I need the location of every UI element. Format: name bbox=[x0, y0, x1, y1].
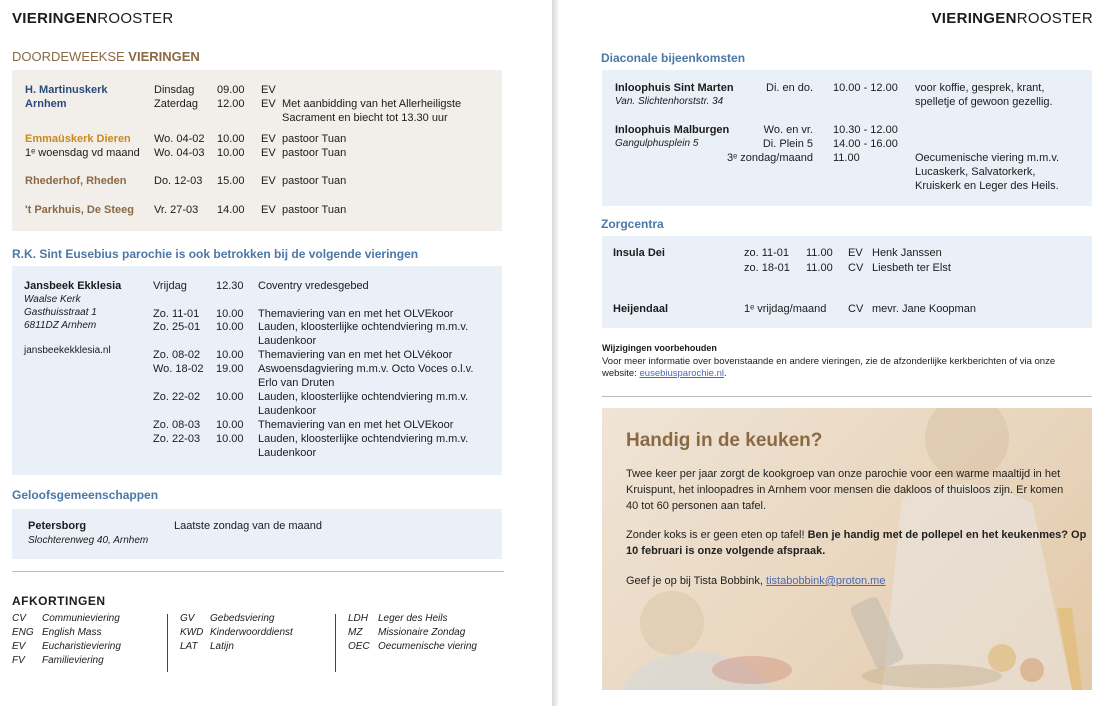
rk-row-time: 10.00 bbox=[216, 391, 244, 403]
abbr-meaning: Communieviering bbox=[42, 613, 120, 624]
left-header: VIERINGENROOSTER bbox=[12, 10, 174, 27]
malburgen-time-3: 11.00 bbox=[833, 152, 860, 164]
geloof-box bbox=[12, 509, 502, 559]
emmaus-type-2: EV bbox=[261, 147, 276, 159]
abbr-row bbox=[348, 640, 508, 654]
rk-row-desc: Laudenkoor bbox=[258, 335, 317, 347]
rk-row-time: 10.00 bbox=[216, 308, 244, 320]
malburgen-desc-1: Oecumenische viering m.m.v. bbox=[915, 152, 1060, 164]
abbr-meaning: Kinderwoorddienst bbox=[210, 627, 293, 638]
abbr-code: LDH bbox=[348, 613, 369, 624]
insula-name: Insula Dei bbox=[613, 247, 665, 259]
parkhuis-type: EV bbox=[261, 204, 276, 216]
marten-desc-2: spelletje of gewoon gezellig. bbox=[915, 96, 1053, 108]
abbr-meaning: Eucharistieviering bbox=[42, 641, 121, 652]
emmaus-sub: 1ᵉ woensdag vd maand bbox=[25, 147, 140, 159]
rk-row-time: 10.00 bbox=[216, 433, 244, 445]
weekday-title: DOORDEWEEKSE VIERINGEN bbox=[12, 49, 200, 64]
email-link[interactable]: tistabobbink@proton.me bbox=[766, 575, 886, 587]
insula-date-2: zo. 18-01 bbox=[744, 262, 790, 274]
martinus-note: Met aanbidding van het Allerheiligste bbox=[282, 98, 462, 110]
rk-row-desc: Coventry vredesgebed bbox=[258, 280, 369, 292]
rk-row-desc: Erlo van Druten bbox=[258, 377, 335, 389]
kitchen-p2: Zonder koks is er geen eten op tafel! Ben je handig met de pollepel en het keukenmes? Op 10 februari is onze volgende afspraak. bbox=[626, 529, 1087, 557]
emmaus-note-1: pastoor Tuan bbox=[282, 133, 347, 145]
rhederhof-day: Do. 12-03 bbox=[154, 175, 203, 187]
heijendaal-type: CV bbox=[848, 303, 864, 315]
rk-addr-3: 6811DZ Arnhem bbox=[24, 320, 97, 331]
abbr-code: ENG bbox=[12, 627, 34, 638]
parkhuis-time: 14.00 bbox=[217, 204, 245, 216]
rk-row-time: 10.00 bbox=[216, 349, 244, 361]
insula-who-1: Henk Janssen bbox=[872, 247, 942, 259]
rk-row-date: Vrijdag bbox=[153, 280, 187, 292]
abbr-row bbox=[348, 626, 508, 640]
martinus-day-1: Dinsdag bbox=[154, 84, 195, 96]
abbr-meaning: Latijn bbox=[210, 641, 234, 652]
abbr-code: LAT bbox=[180, 641, 198, 652]
rhederhof-note: pastoor Tuan bbox=[282, 175, 347, 187]
website-link[interactable]: eusebiusparochie.nl bbox=[639, 368, 725, 379]
heijendaal-name: Heijendaal bbox=[613, 303, 669, 315]
kitchen-p1: Twee keer per jaar zorgt de kookgroep van onze parochie voor een warme maaltijd in het Kruispunt, het inloopadres in Arnhem voor mensen die dakloos of thuisloos zijn. Er komen 40 tot 60 personen aan tafel. bbox=[626, 468, 1064, 512]
rk-row-desc: Lauden, kloosterlijke ochtendviering m.m.v. bbox=[258, 391, 469, 403]
rk-row-desc: Themaviering van en met het OLVékoor bbox=[258, 349, 453, 361]
malburgen-desc-3: Kruiskerk en Leger des Heils. bbox=[915, 180, 1059, 192]
rk-row-date: Zo. 22-03 bbox=[153, 433, 201, 445]
petersborg-name: Petersborg bbox=[28, 520, 87, 532]
heijendaal-who: mevr. Jane Koopman bbox=[872, 303, 976, 315]
divider-right bbox=[602, 396, 1092, 397]
abbr-row bbox=[12, 626, 172, 640]
marten-desc-1: voor koffie, gesprek, krant, bbox=[915, 82, 1045, 94]
abbr-code: CV bbox=[12, 613, 26, 624]
rk-row-desc: Laudenkoor bbox=[258, 405, 317, 417]
rk-title: R.K. Sint Eusebius parochie is ook betrokken bij de volgende vieringen bbox=[12, 247, 419, 261]
diaconale-title: Diaconale bijeenkomsten bbox=[601, 51, 746, 65]
abbr-meaning: Leger des Heils bbox=[378, 613, 448, 624]
martinus-note-2: Sacrament en biecht tot 13.30 uur bbox=[282, 112, 448, 124]
divider bbox=[12, 571, 504, 572]
kitchen-title: Handig in de keuken? bbox=[626, 430, 823, 451]
rhederhof-type: EV bbox=[261, 175, 276, 187]
kitchen-panel bbox=[602, 408, 1092, 690]
left-page bbox=[0, 0, 552, 706]
abbr-code: KWD bbox=[180, 627, 204, 638]
rhederhof-time: 15.00 bbox=[217, 175, 245, 187]
wijz-title: Wijzigingen voorbehouden bbox=[602, 343, 717, 353]
malburgen-time-2: 14.00 - 16.00 bbox=[833, 138, 898, 150]
abbr-meaning: Gebedsviering bbox=[210, 613, 275, 624]
parkhuis-note: pastoor Tuan bbox=[282, 204, 347, 216]
rk-row-desc: Laudenkoor bbox=[258, 447, 317, 459]
emmaus-time-2: 10.00 bbox=[217, 147, 245, 159]
abbr-code: MZ bbox=[348, 627, 363, 638]
rk-row-desc: Themaviering van en met het OLVEkoor bbox=[258, 308, 454, 320]
wijz-line-1: Voor meer informatie over bovenstaande en andere vieringen, zie de afzonderlijke kerkberichten of via onze bbox=[602, 356, 1056, 367]
malburgen-day-1: Wo. en vr. bbox=[763, 124, 813, 136]
abbr-col-3 bbox=[348, 612, 508, 654]
emmaus-note-2: pastoor Tuan bbox=[282, 147, 347, 159]
insula-who-2: Liesbeth ter Elst bbox=[872, 262, 951, 274]
wijz-line-2: website: eusebiusparochie.nl. bbox=[602, 368, 727, 379]
rk-addr-2: Gasthuisstraat 1 bbox=[24, 307, 97, 318]
abbr-title: AFKORTINGEN bbox=[12, 594, 106, 608]
abbr-code: GV bbox=[180, 613, 195, 624]
heijendaal-date: 1ᵉ vrijdag/maand bbox=[744, 303, 827, 315]
abbr-meaning: Familieviering bbox=[42, 655, 104, 666]
rk-row-time: 12.30 bbox=[216, 280, 244, 292]
malburgen-addr: Gangulphusplein 5 bbox=[615, 138, 699, 149]
diaconale-box bbox=[602, 70, 1092, 206]
rk-row-date: Zo. 08-03 bbox=[153, 419, 201, 431]
abbr-divider-1 bbox=[167, 614, 168, 672]
insula-time-2: 11.00 bbox=[806, 262, 833, 274]
parkhuis-name: 't Parkhuis, De Steeg bbox=[25, 204, 134, 216]
malburgen-time-1: 10.30 - 12.00 bbox=[833, 124, 898, 136]
emmaus-name: Emmaüskerk Dieren bbox=[25, 133, 131, 145]
rk-row-desc: Themaviering van en met het OLVEkoor bbox=[258, 419, 454, 431]
abbr-row bbox=[180, 640, 340, 654]
abbr-divider-2 bbox=[335, 614, 336, 672]
insula-type-1: EV bbox=[848, 247, 863, 259]
zorg-box bbox=[602, 236, 1092, 328]
rk-addr-1: Waalse Kerk bbox=[24, 294, 81, 305]
martinus-time-1: 09.00 bbox=[217, 84, 245, 96]
abbr-row bbox=[12, 654, 172, 668]
rk-row-desc: Aswoensdagviering m.m.v. Octo Voces o.l.v. bbox=[258, 363, 474, 375]
geloof-title: Geloofsgemeenschappen bbox=[12, 488, 159, 502]
abbr-row bbox=[180, 612, 340, 626]
rk-row-date: Zo. 22-02 bbox=[153, 391, 201, 403]
martinus-place: Arnhem bbox=[25, 98, 67, 110]
marten-addr: Van. Slichtenhorststr. 34 bbox=[615, 96, 724, 107]
marten-day: Di. en do. bbox=[766, 82, 814, 94]
malburgen-day-2: Di. Plein 5 bbox=[762, 138, 813, 150]
martinus-day-2: Zaterdag bbox=[154, 98, 199, 110]
rk-row-desc: Lauden, kloosterlijke ochtendviering m.m.v. bbox=[258, 433, 469, 445]
rk-row-time: 10.00 bbox=[216, 419, 244, 431]
parkhuis-day: Vr. 27-03 bbox=[154, 204, 199, 216]
malburgen-name: Inloophuis Malburgen bbox=[615, 124, 730, 136]
rk-row-date: Wo. 18-02 bbox=[153, 363, 204, 375]
insula-type-2: CV bbox=[848, 262, 864, 274]
abbr-col-2 bbox=[180, 612, 340, 654]
rk-row-time: 10.00 bbox=[216, 321, 244, 333]
rk-row-desc: Lauden, kloosterlijke ochtendviering m.m.v. bbox=[258, 321, 469, 333]
right-header: VIERINGENROOSTER bbox=[931, 10, 1093, 27]
zorg-title: Zorgcentra bbox=[601, 217, 664, 231]
martinus-type-2: EV bbox=[261, 98, 276, 110]
rk-box bbox=[12, 266, 502, 475]
marten-name: Inloophuis Sint Marten bbox=[615, 82, 734, 94]
emmaus-type-1: EV bbox=[261, 133, 276, 145]
weekday-box bbox=[12, 70, 502, 231]
abbr-code: EV bbox=[12, 641, 26, 652]
malburgen-day-3: 3ᵉ zondag/maand bbox=[726, 152, 813, 164]
martinus-time-2: 12.00 bbox=[217, 98, 245, 110]
abbr-row bbox=[12, 612, 172, 626]
abbr-row bbox=[180, 626, 340, 640]
emmaus-day-2: Wo. 04-03 bbox=[154, 147, 205, 159]
abbr-meaning: Oecumenische viering bbox=[378, 641, 477, 652]
insula-date-1: zo. 11-01 bbox=[744, 247, 790, 259]
abbr-col-1 bbox=[12, 612, 172, 668]
petersborg-addr: Slochterenweg 40, Arnhem bbox=[28, 535, 149, 546]
martinus-type-1: EV bbox=[261, 84, 276, 96]
abbr-code: FV bbox=[12, 655, 25, 666]
emmaus-day-1: Wo. 04-02 bbox=[154, 133, 205, 145]
rk-row-date: Zo. 11-01 bbox=[153, 308, 200, 320]
rk-row-date: Zo. 08-02 bbox=[153, 349, 201, 361]
rk-name: Jansbeek Ekklesia bbox=[24, 280, 122, 292]
martinus-name: H. Martinuskerk bbox=[25, 84, 108, 96]
rhederhof-name: Rhederhof, Rheden bbox=[25, 175, 127, 187]
abbr-code: OEC bbox=[348, 641, 370, 652]
insula-time-1: 11.00 bbox=[806, 247, 833, 259]
rk-website: jansbeekekklesia.nl bbox=[24, 345, 111, 356]
kitchen-p3: Geef je op bij Tista Bobbink, tistabobbink@proton.me bbox=[626, 575, 886, 587]
rk-row-time: 19.00 bbox=[216, 363, 244, 375]
malburgen-desc-2: Lucaskerk, Salvatorkerk, bbox=[915, 166, 1036, 178]
abbr-row bbox=[12, 640, 172, 654]
abbr-meaning: English Mass bbox=[42, 627, 102, 638]
rk-row-date: Zo. 25-01 bbox=[153, 321, 201, 333]
petersborg-desc: Laatste zondag van de maand bbox=[174, 520, 323, 532]
abbr-meaning: Missionaire Zondag bbox=[378, 627, 466, 638]
marten-time: 10.00 - 12.00 bbox=[833, 82, 898, 94]
right-page bbox=[558, 0, 1111, 706]
abbr-row bbox=[348, 612, 508, 626]
emmaus-time-1: 10.00 bbox=[217, 133, 245, 145]
